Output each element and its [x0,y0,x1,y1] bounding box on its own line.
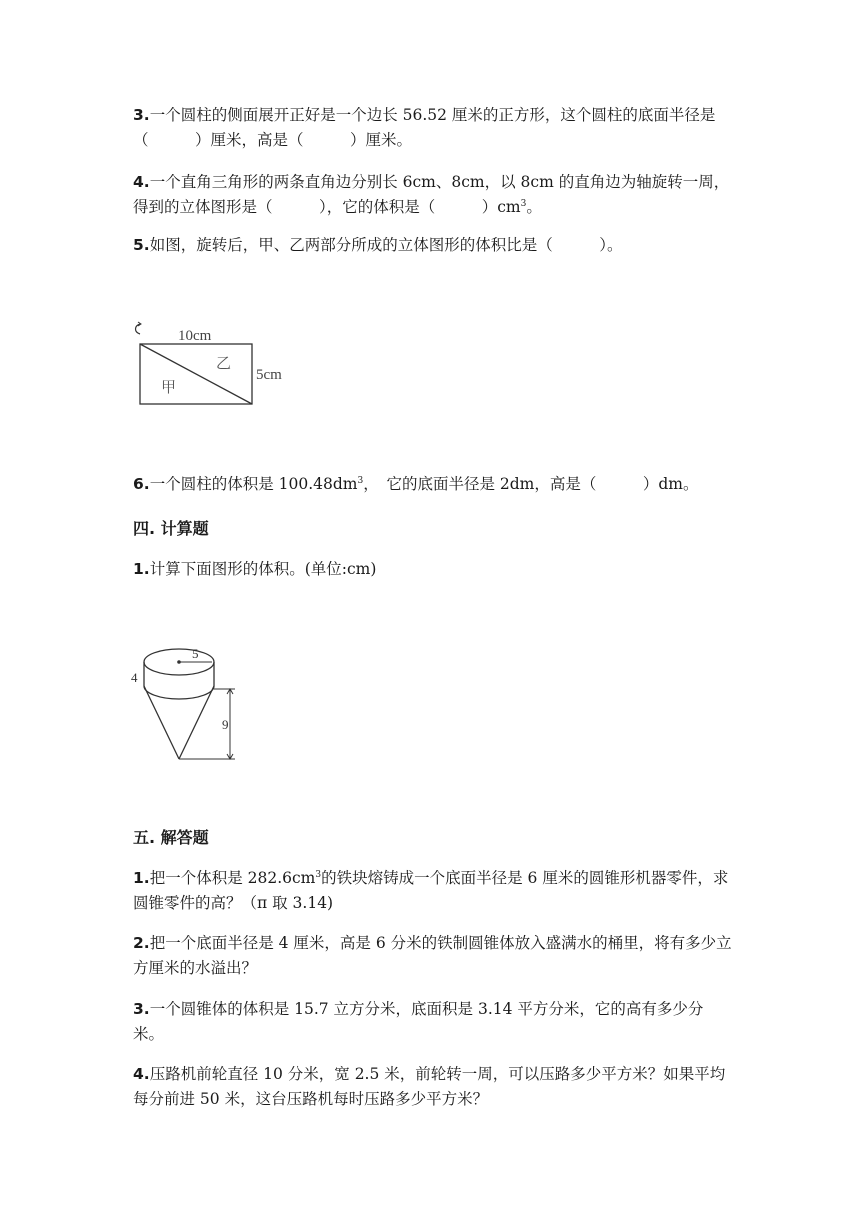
part-jia-label: 甲 [161,380,177,396]
word-problem-3 [133,997,733,1047]
question-number: 1. [133,869,150,887]
part-yi-label: 乙 [216,356,232,372]
word-problem-2 [133,931,733,981]
question-text: 一个圆柱的体积是 100.48dm [149,475,358,493]
question-text: 一个圆锥体的体积是 15.7 立方分米，底面积是 3.14 平方分米，它的高有多少分米。 [133,1000,704,1043]
question-number: 3. [133,106,150,124]
width-label: 10cm [178,328,212,344]
question-number: 4. [133,1065,150,1083]
superscript: 3 [315,869,322,880]
superscript: 3 [520,198,527,209]
calc-question-1 [133,557,733,582]
question-6 [133,472,733,497]
section-5-title: 五. 解答题 [133,828,209,847]
question-text: 一个直角三角形的两条直角边分别长 6cm、8cm，以 8cm 的直角边为轴旋转一周，得到的立体图形是（ ），它的体积是（ ）cm [133,173,730,216]
question-text: 把一个底面半径是 4 厘米，高是 6 分米的铁制圆锥体放入盛满水的桶里，将有多少立方厘米的水溢出？ [133,934,732,977]
cylinder-cone-figure [125,630,245,768]
question-number: 3. [133,1000,150,1018]
question-number: 2. [133,934,150,952]
question-text: 压路机前轮直径 10 分米，宽 2.5 米，前轮转一周，可以压路多少平方米？如果平均每分前进 50 米，这台压路机每时压路多少平方米？ [133,1065,726,1108]
question-text: 把一个体积是 282.6cm [149,869,316,887]
rectangle-diagonal [140,344,252,404]
question-text: 如图，旋转后，甲、乙两部分所成的立体图形的体积比是（ ）。 [149,236,623,254]
question-5 [133,233,733,258]
radius-label: 5 [192,646,199,661]
superscript: 3 [357,475,364,486]
question-text: 一个圆柱的侧面展开正好是一个边长 56.52 厘米的正方形，这个圆柱的底面半径是（ ）厘米，高是（ ）厘米。 [133,106,716,149]
question-text-end: ， 它的底面半径是 2dm，高是（ ）dm。 [363,475,699,493]
cone-height-label: 9 [222,717,229,732]
question-number: 4. [133,173,150,191]
question-number: 5. [133,236,150,254]
word-problem-4 [133,1062,733,1112]
cylinder-bottom-arc [144,686,214,699]
question-number: 1. [133,560,150,578]
question-text-end: 的铁块熔铸成一个底面半径是 6 厘米的圆锥形机器零件，求圆锥零件的高？（π 取 3.14) [133,869,729,912]
question-3 [133,103,733,153]
cylinder-height-label: 4 [131,670,138,685]
section-4-title: 四. 计算题 [133,519,209,538]
word-problem-1 [133,866,733,916]
height-label: 5cm [256,367,282,383]
rectangle-rotation-figure [128,318,303,410]
question-text: 计算下面图形的体积。(单位:cm) [149,560,377,578]
question-text-end: 。 [526,198,542,216]
question-number: 6. [133,475,150,493]
question-4 [133,170,733,220]
